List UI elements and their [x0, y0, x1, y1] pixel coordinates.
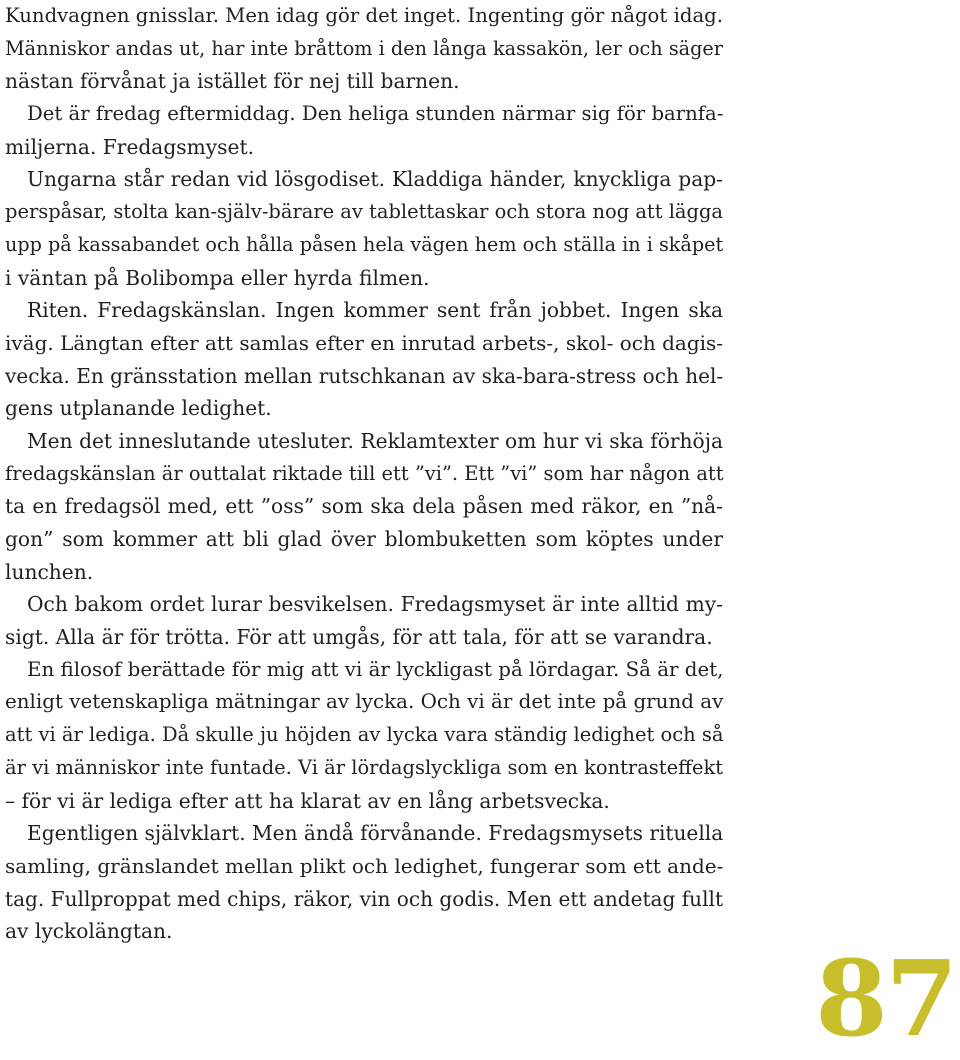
text-line: av lyckolängtan.: [5, 919, 173, 944]
text-line: samling, gränslandet mellan plikt och ledighet, fungerar som ett ande-: [5, 853, 724, 878]
text-line: – för vi är lediga efter att ha klarat av en lång arbetsvecka.: [5, 788, 610, 813]
text-line: nästan förvånat ja istället för nej till barnen.: [5, 69, 460, 94]
text-line: Kundvagnen gnisslar. Men idag gör det inget. Ingenting gör något idag.: [5, 4, 723, 27]
text-line: att vi är lediga. Då skulle ju höjden av lycka vara ständig ledighet och så: [5, 723, 724, 747]
text-line: enligt vetenskapliga mätningar av lycka. Och vi är det inte på grund av: [5, 690, 724, 714]
text-line: tag. Fullproppat med chips, räkor, vin och godis. Men ett andetag fullt: [5, 886, 724, 911]
text-line: sigt. Alla är för trötta. För att umgås, för att tala, för att se varandra.: [5, 625, 713, 650]
text-line: är vi människor inte funtade. Vi är lördagslyckliga som en kontrasteffekt: [5, 755, 724, 779]
text-line: Ungarna står redan vid lösgodiset. Kladdiga händer, knyckliga pap-: [27, 167, 723, 192]
text-line: gens utplanande ledighet.: [5, 396, 272, 421]
text-line: Och bakom ordet lurar besvikelsen. Fredagsmyset är inte alltid my-: [27, 592, 723, 617]
text-line: lunchen.: [5, 559, 94, 584]
text-line: Riten. Fredagskänslan. Ingen kommer sent från jobbet. Ingen ska: [27, 298, 723, 323]
text-line: vecka. En gränsstation mellan rutschkanan av ska-bara-stress och hel-: [5, 363, 724, 388]
text-line: upp på kassabandet och hålla påsen hela vägen hem och ställa in i skåpet: [5, 232, 724, 256]
text-line: perspåsar, stolta kan-själv-bärare av tablettaskar och stora nog att lägga: [5, 200, 723, 224]
text-line: ta en fredagsöl med, ett ”oss” som ska dela påsen med räkor, en ”nå-: [5, 494, 723, 519]
text-line: gon” som kommer att bli glad över blombuketten som köptes under: [5, 527, 723, 551]
text-line: Människor andas ut, har inte bråttom i den långa kassakön, ler och säger: [5, 36, 723, 60]
text-line: Men det inneslutande utesluter. Reklamtexter om hur vi ska förhöja: [27, 428, 723, 453]
page-number: 87: [815, 937, 956, 1060]
text-line: En filosof berättade för mig att vi är lyckligast på lördagar. Så är det,: [27, 657, 724, 681]
text-line: iväg. Längtan efter att samlas efter en inrutad arbets-, skol- och dagis-: [5, 330, 723, 355]
text-line: Det är fredag eftermiddag. Den heliga stunden närmar sig för barnfa-: [27, 102, 724, 126]
text-line: fredagskänslan är outtalat riktade till ett ”vi”. Ett ”vi” som har någon att: [5, 461, 724, 485]
text-line: Egentligen självklart. Men ändå förvånande. Fredagsmysets rituella: [27, 821, 724, 846]
text-line: miljerna. Fredagsmyset.: [5, 134, 255, 159]
body-text: [5, 0, 723, 948]
text-line: i väntan på Bolibompa eller hyrda filmen.: [5, 265, 430, 290]
